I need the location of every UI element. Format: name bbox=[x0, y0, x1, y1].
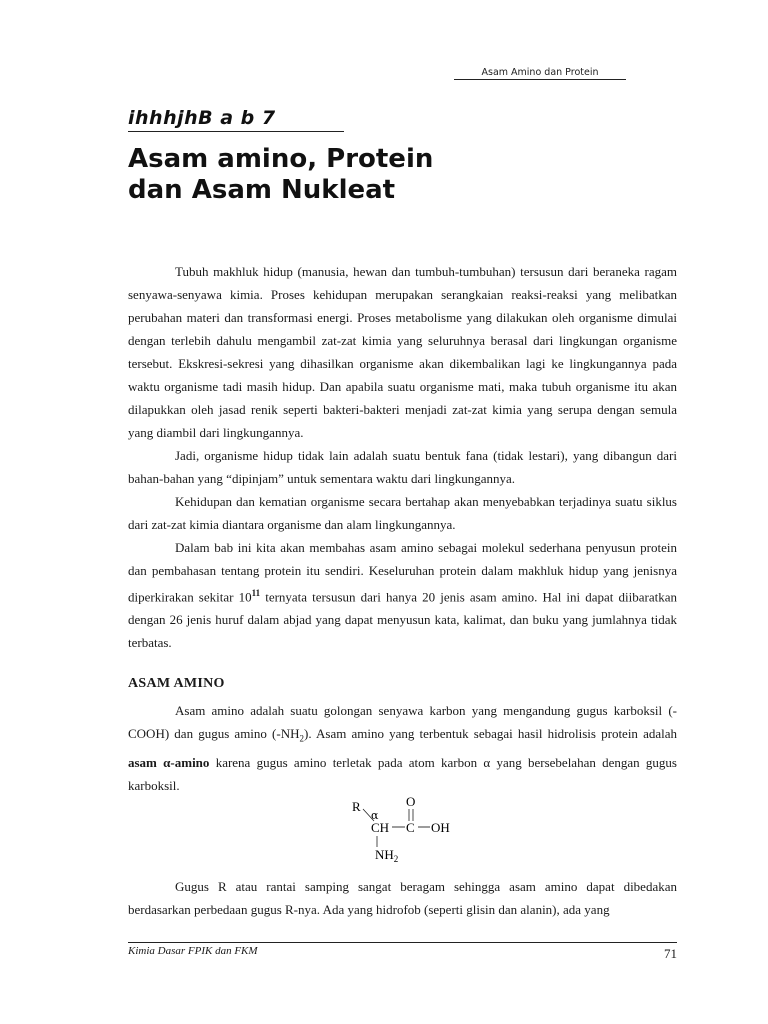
running-header: Asam Amino dan Protein bbox=[454, 67, 626, 80]
body-text bbox=[128, 260, 677, 921]
chapter-title bbox=[128, 144, 433, 206]
paragraph-asam-amino bbox=[128, 699, 677, 797]
paragraph-bab-exponent: 11 bbox=[251, 588, 261, 598]
paragraph-gugus-r: Gugus R atau rantai samping sangat beragam sehingga asam amino dapat dibedakan berdasarkan perbedaan gugus R-nya. Ada yang hidrofob (seperti glisin dan alanin), ada yang bbox=[128, 878, 677, 917]
chapter-label: ihhhjhB a b 7 bbox=[128, 107, 344, 132]
structure-alpha: α bbox=[371, 808, 379, 822]
structure-o: O bbox=[406, 796, 416, 809]
section-heading: ASAM AMINO bbox=[128, 676, 225, 692]
chapter-title-line1: Asam amino, Protein bbox=[128, 144, 434, 174]
structure-nh bbox=[375, 847, 398, 863]
page-number: 71 bbox=[664, 946, 677, 961]
paragraph-asam-amino-sub: 2 bbox=[299, 733, 304, 744]
amino-acid-structure-drawing bbox=[128, 797, 677, 863]
amino-acid-structure bbox=[128, 797, 677, 863]
paragraph-siklus: Kehidupan dan kematian organisme secara bertahap akan menyebabkan terjadinya suatu siklus dari zat-zat kimia diantara organisme dan alam lingkungannya. bbox=[128, 494, 677, 532]
paragraph-bab bbox=[128, 536, 677, 654]
structure-c: C bbox=[406, 819, 415, 835]
paragraph-bab-text-a: Dalam bab ini kita akan membahas asam amino sebagai molekul sederhana penyusun protein dan pembahasan tentang protein itu sendiri. Keseluruhan protein dalam makhluk hidup yang jenisnya diperkirakan sekitar 10 bbox=[128, 540, 677, 605]
paragraph-asam-amino-text-b: ). Asam amino yang terbentuk sebagai hasil hidrolisis protein adalah bbox=[304, 726, 677, 742]
paragraph-fana: Jadi, organisme hidup tidak lain adalah suatu bentuk fana (tidak lestari), yang dibangun dari bahan-bahan yang “dipinjam” untuk sementara waktu dari lingkungannya. bbox=[128, 448, 677, 486]
structure-r: R bbox=[352, 798, 361, 814]
page-footer bbox=[128, 942, 677, 962]
structure-ch: CH bbox=[371, 819, 390, 835]
footer-title: Kimia Dasar FPIK dan FKM bbox=[128, 945, 258, 957]
paragraph-intro: Tubuh makhluk hidup (manusia, hewan dan tumbuh-tumbuhan) tersusun dari beraneka ragam senyawa-senyawa kimia. Proses kehidupan merupakan serangkaian reaksi-reaksi yang melibatkan perubahan materi dan transformasi energi. Proses metabolisme yang dilakukan oleh organisme dimulai dengan terlebih dahulu mengambil zat-zat kimia yang seluruhnya berasal dari lingkungan organisme tersebut. Ekskresi-sekresi yang dihasilkan organisme akan dikembalikan lagi ke lingkungannya pada waktu organisme tadi masih hidup. Dan apabila suatu organisme mati, maka tubuh organisme itu akan dilapukkan oleh jasad renik seperti bakteri-bakteri menjadi zat-zat kimia yang serupa dengan semula yang diambil dari lingkungannya. bbox=[128, 264, 677, 440]
alpha-amino-term: asam α-amino bbox=[128, 754, 210, 770]
chapter-title-line2: dan Asam Nukleat bbox=[128, 175, 396, 205]
structure-oh: OH bbox=[431, 819, 450, 835]
paragraph-bab-text-b: ternyata tersusun dari hanya 20 jenis asam amino. Hal ini dapat diibaratkan dengan 26 jenis huruf dalam abjad yang dapat menyusun kata, kalimat, dan buku yang jumlahnya tidak terbatas. bbox=[128, 589, 678, 651]
structure-nh-text: NH bbox=[375, 846, 394, 862]
paragraph-asam-amino-text-c: karena gugus amino terletak pada atom karbon α yang bersebelahan dengan gugus karboksil. bbox=[128, 754, 677, 793]
structure-nh-sub: 2 bbox=[393, 853, 399, 863]
paragraph-asam-amino-text-a: Asam amino adalah suatu golongan senyawa karbon yang mengandung gugus karboksil (-COOH) dan gugus amino (-NH bbox=[128, 703, 677, 742]
